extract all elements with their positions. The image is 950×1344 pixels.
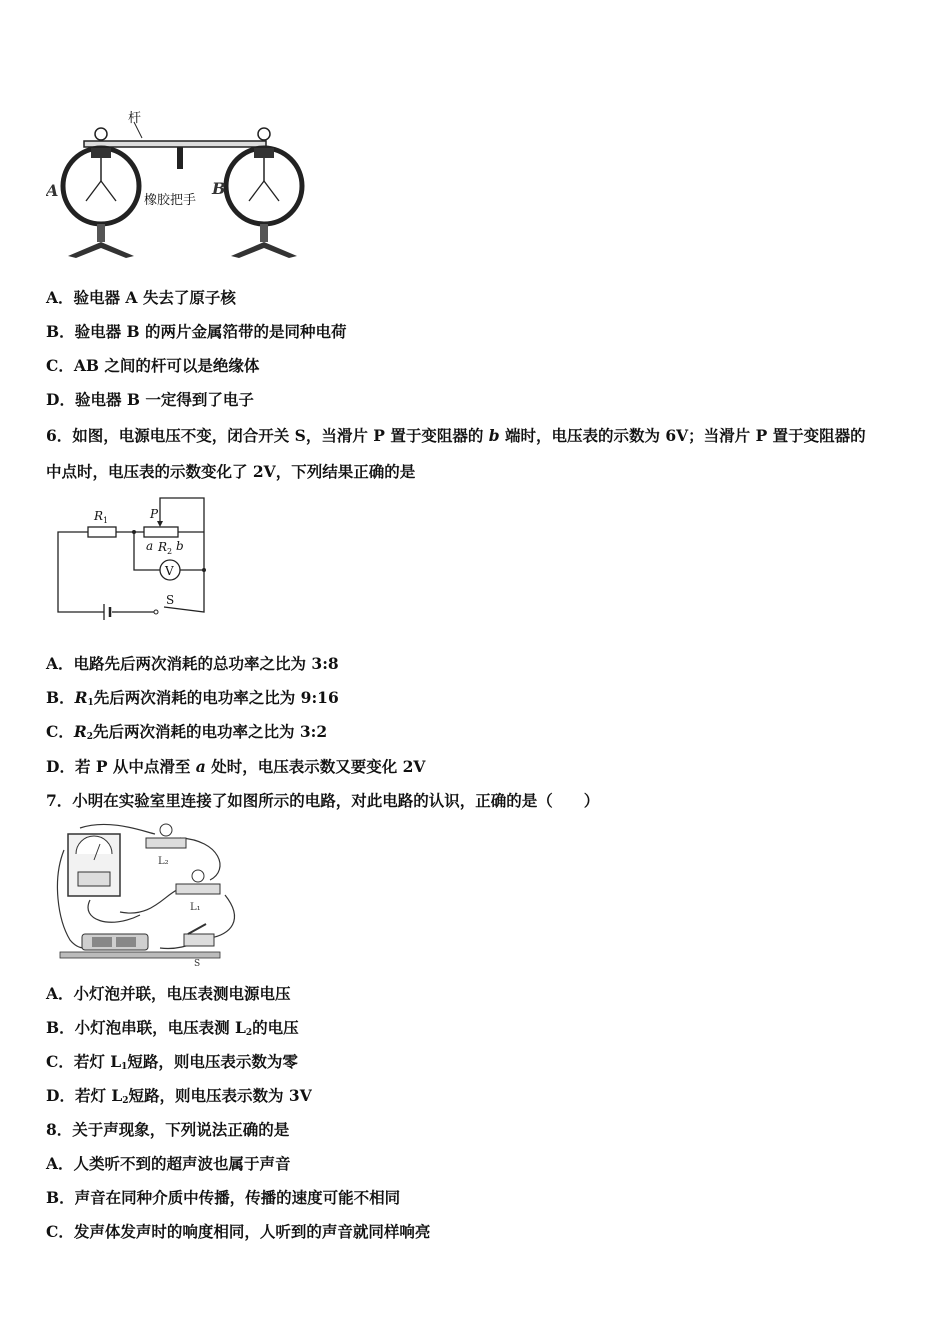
handle-label: 橡胶把手 [144,193,197,208]
svg-text:b: b [176,539,184,553]
svg-text:a: a [146,539,154,553]
label-a: A [46,181,59,200]
q7-option-b: B．小灯泡串联，电压表测 $L_2$的电压 [46,1018,299,1038]
q6-option-a: A．电路先后两次消耗的总功率之比为 3:8 [46,654,339,673]
q7-option-c: C．若灯 $L_1$短路，则电压表示数为零 [46,1052,298,1072]
q5-option-d: D．验电器 B 一定得到了电子 [46,390,254,409]
q8-option-a: A．人类听不到的超声波也属于声音 [46,1154,291,1173]
rod-label: 杆 [128,111,142,126]
q6-circuit-diagram [52,494,217,620]
q7-stem: 7．小明在实验室里连接了如图所示的电路，对此电路的认识，正确的是（ ） [46,791,600,810]
svg-text:R2: $R_2$ [158,540,173,556]
q7-option-a: A．小灯泡并联，电压表测电源电压 [46,984,291,1003]
q5-option-c: C．AB 之间的杆可以是绝缘体 [46,356,260,375]
q5-option-b: B．验电器 B 的两片金属箔带的是同种电荷 [46,322,347,341]
svg-text:V: V [165,564,174,578]
q6-stem-line2: 中点时，电压表的示数变化了 2V，下列结果正确的是 [46,462,416,481]
q5-option-a: A．验电器 A 失去了原子核 [46,288,236,307]
q8-option-c: C．发声体发声时的响度相同，人听到的声音就同样响亮 [46,1222,431,1241]
q6-option-d: D．若 P 从中点滑至 a 处时，电压表示数又要变化 2V [46,757,426,776]
q6-option-b: B．$R_1$先后两次消耗的电功率之比为 9:16 [46,688,339,708]
q6-option-c: C．$R_2$先后两次消耗的电功率之比为 3:2 [46,722,328,742]
label-l1: L₁ [190,902,201,913]
label-b: B [212,179,226,198]
label-s: S [194,959,201,968]
svg-text:S: S [166,593,175,607]
q8-option-b: B．声音在同种介质中传播，传播的速度可能不相同 [46,1188,401,1207]
svg-text:R1: $R_1$ [94,509,109,525]
q7-option-d: D．若灯 $L_2$短路，则电压表示数为 3V [46,1086,312,1106]
q8-stem: 8．关于声现象，下列说法正确的是 [46,1120,290,1139]
label-l2: L₂ [158,856,169,867]
q6-stem-line1: 6．如图，电源电压不变，闭合开关 S，当滑片 P 置于变阻器的 b 端时，电压表的示数为 6V；当滑片 P 置于变阻器的 [46,426,866,445]
svg-text:P: P [150,507,159,521]
q7-circuit-photo [50,820,240,968]
electroscope-figure [46,106,311,266]
